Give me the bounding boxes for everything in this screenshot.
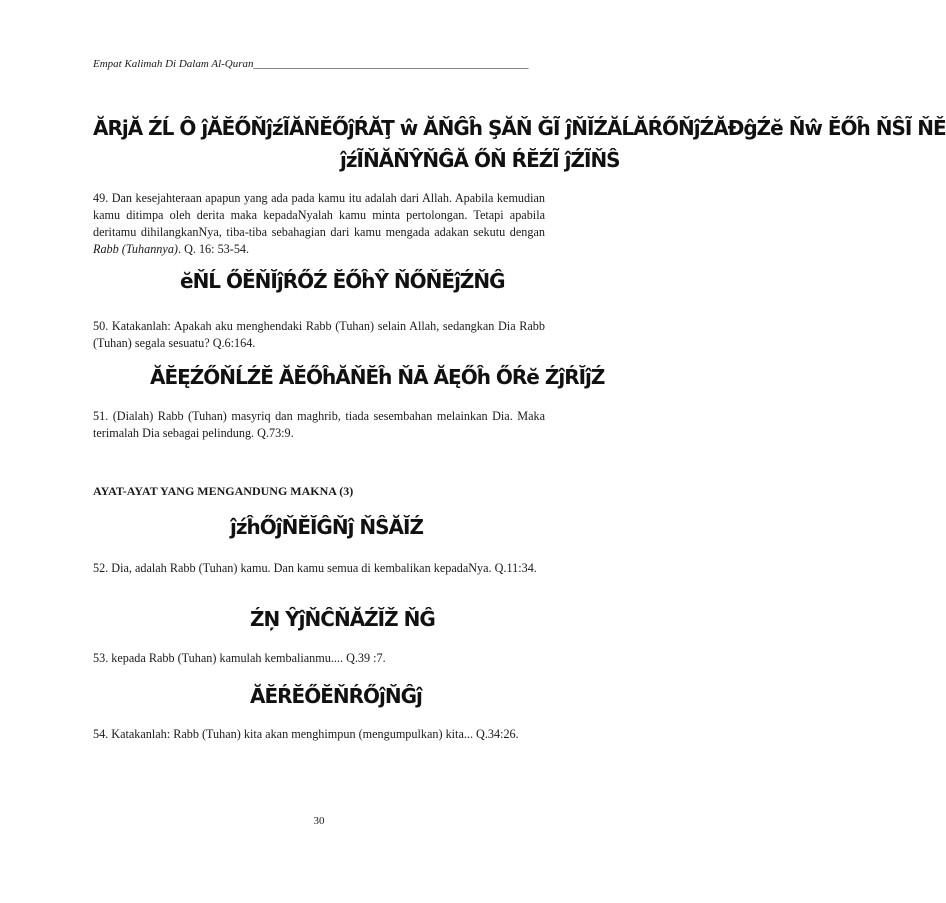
translation-52: 52. Dia, adalah Rabb (Tuhan) kamu. Dan kamu semua di kembalikan kepadaNya. Q.11:34. [93, 561, 537, 575]
arabic-verse-52: ĵźĥŐĵŇĔĬĜŇĵ ŇŜĂĬŹ [230, 515, 423, 539]
translation-49-italic: Rabb (Tuhannya) [93, 242, 178, 256]
running-header: Empat Kalimah Di Dalam Al-Quran__________________________________________________ [93, 58, 529, 70]
translation-51: 51. (Dialah) Rabb (Tuhan) masyriq dan maghrib, tiada sesembahan melainkan Dia. Maka terimalah Dia sebagai pelindung. Q.73:9. [93, 409, 545, 440]
translation-49 [93, 190, 545, 258]
arabic-verse-49-line1: ĂRjĂ ŹĹ Ô ĵĂĔŐŇĵźĨĂŇĔŐĵŔĂŢ ŵ ĂŇĜĥ ŞĂŇ ĞĨ ĵŇĬŹĂĹĂŔŐŇĵŹĂĐĝŹĕ Ňŵ ĔŐĥ ŇŜĨ ŇĚ [93, 116, 946, 140]
arabic-verse-50: ĕŇĹ ŐĚŇĬĵŔŐŹ ĔŐĥŶ ŇŐŇĚĵŹŇĜ [180, 269, 505, 293]
page-number: 30 [313, 815, 325, 827]
section-title: AYAT-AYAT YANG MENGANDUNG MAKNA (3) [93, 484, 354, 498]
arabic-verse-54: ĂĔŔĔŐĔŇŔŐĵŇĜĵ [250, 684, 422, 708]
translation-54: 54. Katakanlah: Rabb (Tuhan) kita akan menghimpun (mengumpulkan) kita... Q.34:26. [93, 727, 519, 741]
arabic-verse-53: ŹŅ ŶĵŇĈŇĂŹĬŽ ŇĜ [250, 607, 435, 631]
translation-49-ref: . Q. 16: 53-54. [177, 242, 250, 256]
translation-53: 53. kepada Rabb (Tuhan) kamulah kembalianmu.... Q.39 :7. [93, 651, 386, 665]
translation-49-text: 49. Dan kesejahteraan apapun yang ada pada kamu itu adalah dari Allah. Apabila kemudian kamu ditimpa oleh derita maka kepadaNyalah kamu minta pertolongan. Tetapi apabila deritamu dihilangkanNya, tiba-tiba sebahagian dari kamu mengada adakan sekutu dengan [93, 191, 545, 239]
arabic-verse-49-line2: ĵźĨŇĂŇŶŇĜĂ ŐŇ ŔĔŹĨ ĵŹĨŇŜ [340, 148, 620, 172]
translation-50: 50. Katakanlah: Apakah aku menghendaki Rabb (Tuhan) selain Allah, sedangkan Dia Rabb (Tuhan) segala sesuatu? Q.6:164. [93, 319, 545, 350]
arabic-verse-51: ĂĔĘŹŐŇĹŹĔ ĂĔŐĥĂŇĔĥ ŇĀ ĂĘŐĥ ŐŔĕ ŹĵŔĬĵŹ [150, 365, 605, 389]
